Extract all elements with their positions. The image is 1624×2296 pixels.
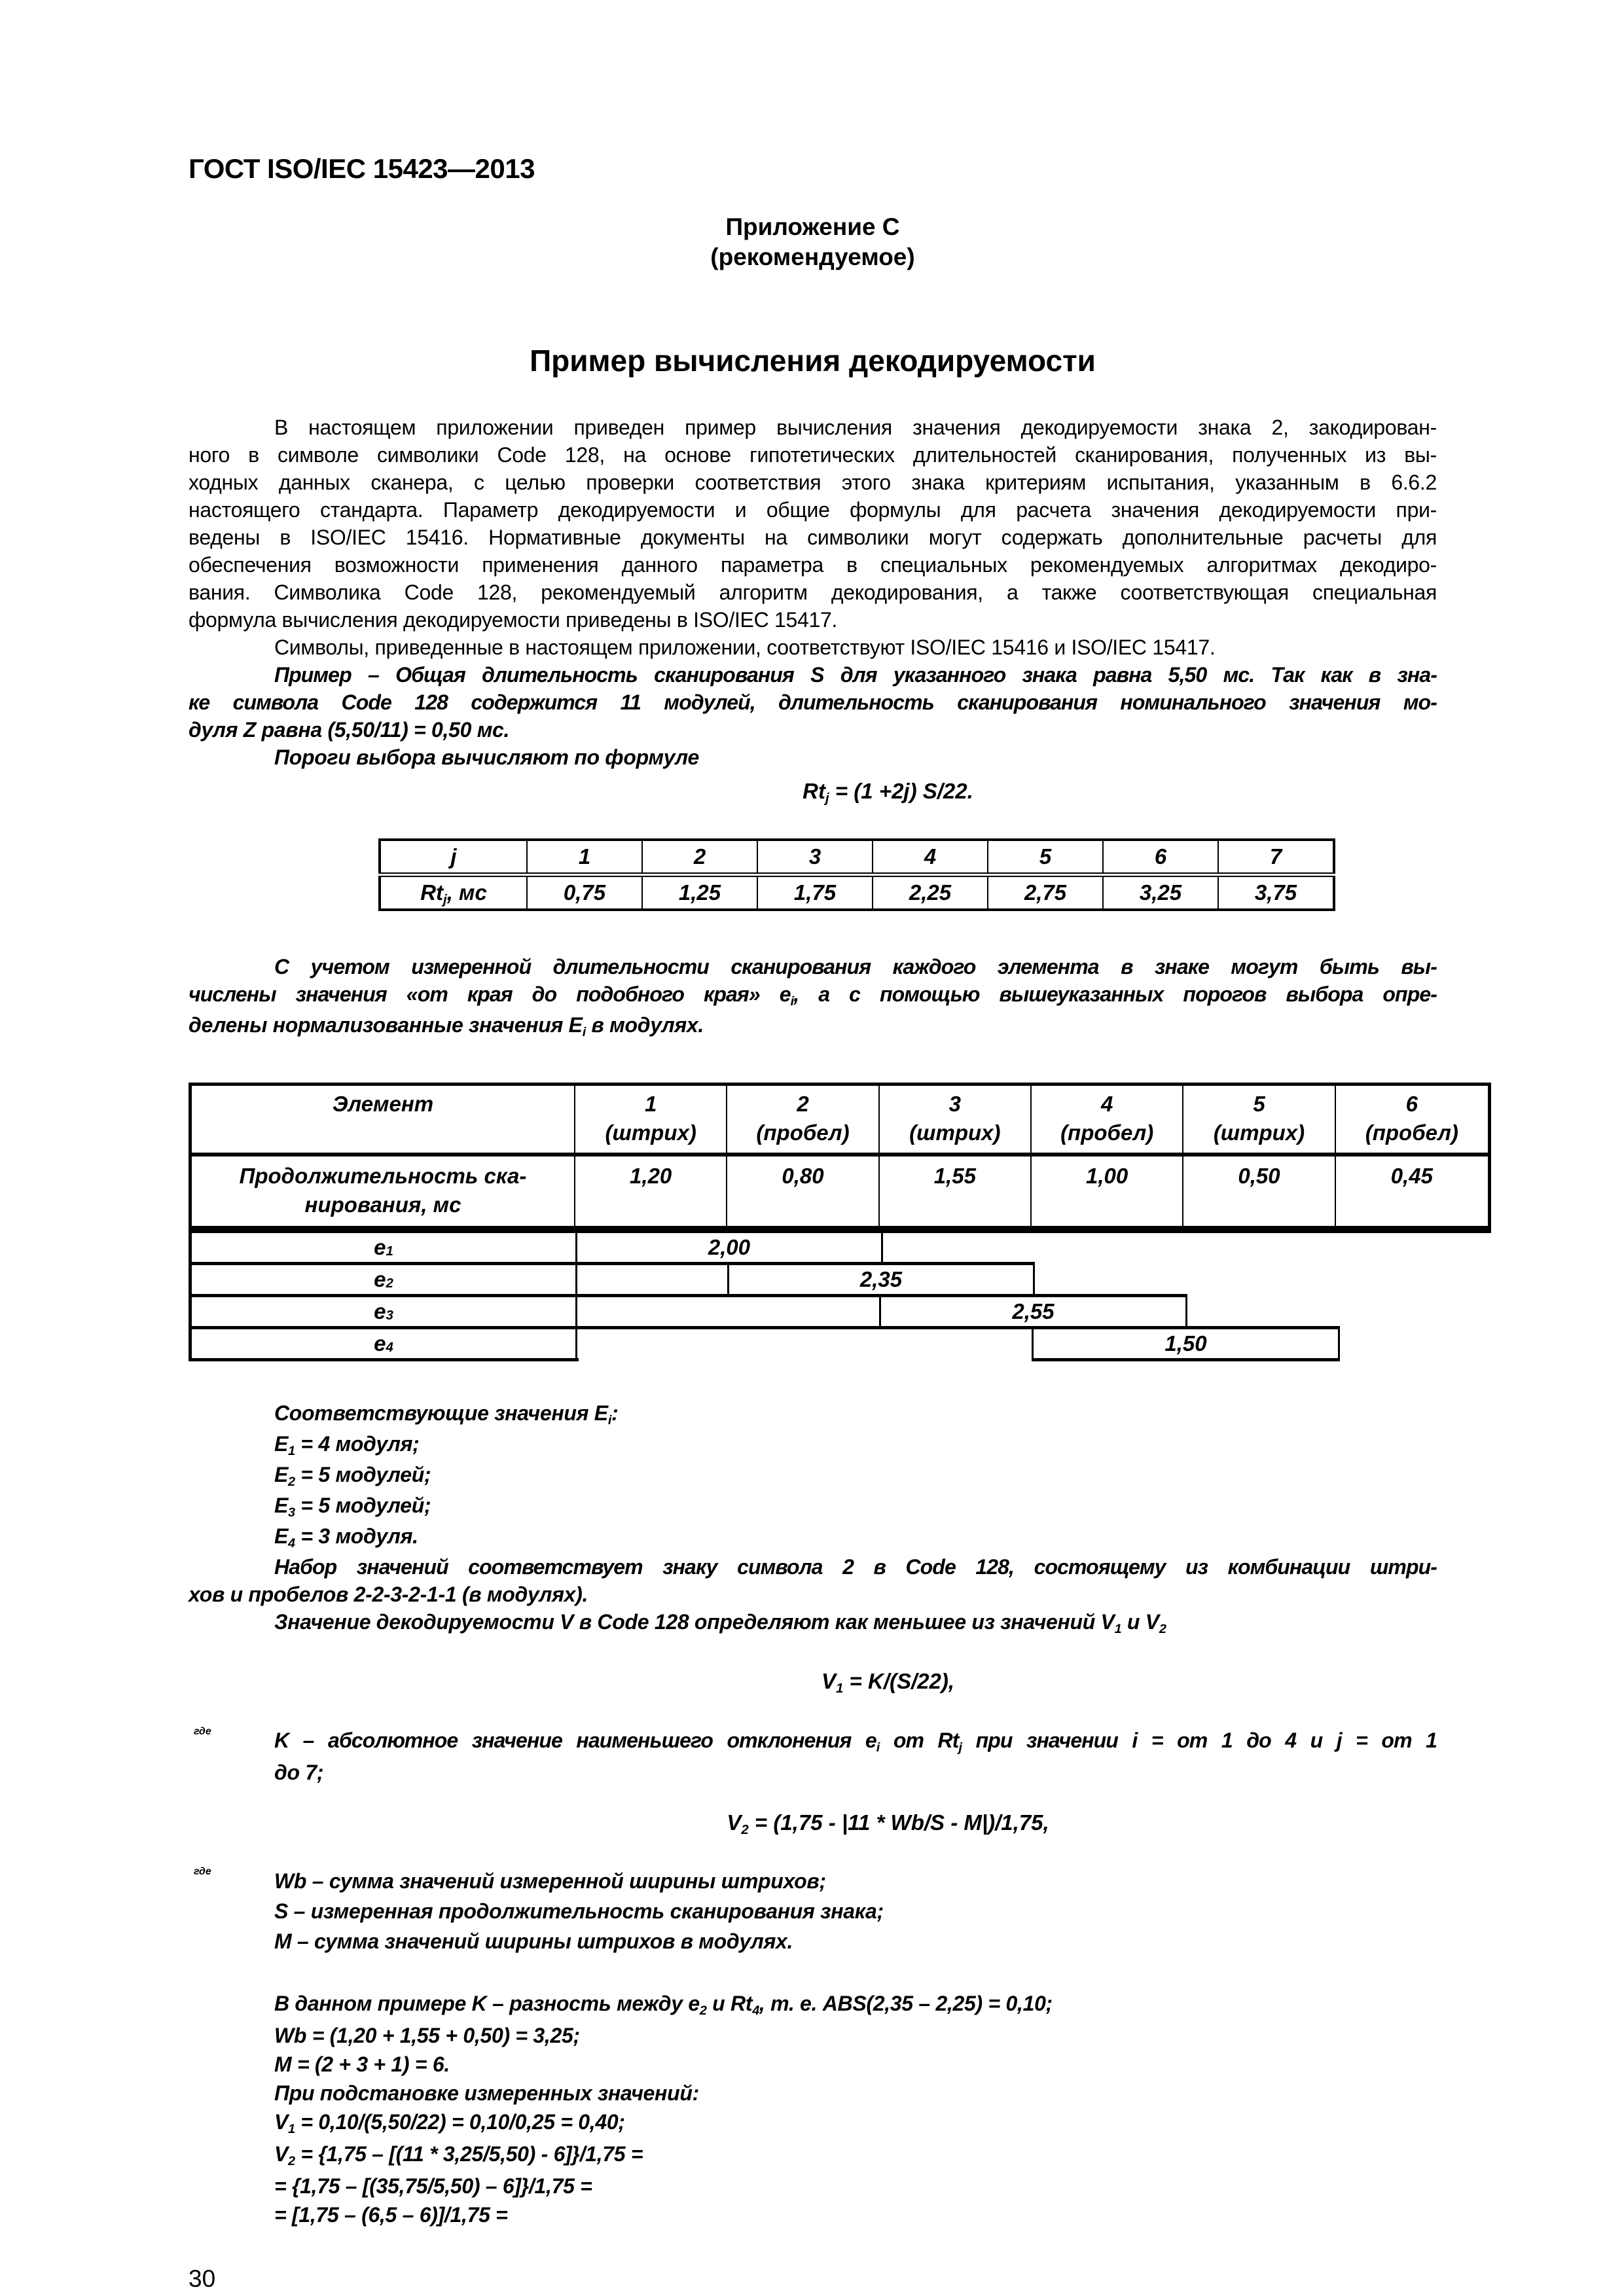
appendix-title: Пример вычисления декодируемости: [530, 344, 1096, 378]
duration-label-line: Продолжительность ска-: [239, 1164, 527, 1188]
duration-cell: 1,00: [1032, 1157, 1183, 1226]
paragraph-line: делены нормализованные значения $E_i$ в модулях.: [189, 1013, 704, 1039]
calc-line: Wb = (1,20 + 1,55 + 0,50) = 3,25;: [274, 2024, 580, 2047]
symbols-note-line: Символы, приведенные в настоящем приложении, соответствуют ISO/IEC 15416 и ISO/IEC 15417.: [274, 636, 1216, 659]
table-corner-cell: Элемент: [192, 1086, 575, 1153]
edge-label: e $_2$: [192, 1265, 577, 1294]
table-cell: 0,75: [527, 875, 642, 910]
element-type: (штрих): [1213, 1121, 1305, 1145]
ei-item: $E_1 = 4$ модуля;: [274, 1432, 420, 1458]
ei-lead-line: Соответствующие значения $E_i$:: [274, 1401, 619, 1427]
calc-line: $V_2 = \{1,75 - [(11 * 3,25/5,50) - 6]\}/1,75$ =: [274, 2142, 643, 2168]
duration-cell: 0,50: [1183, 1157, 1335, 1226]
v2-where-block: [189, 1866, 1437, 1956]
element-type: (штрих): [605, 1121, 696, 1145]
elements-table: [189, 1083, 1491, 1361]
paragraph-line: ке символа Code 128 содержится 11 модулей, длительность сканирования номинального значения мо-: [189, 691, 1437, 714]
table-header-cell: 5: [988, 840, 1103, 875]
table-row: [380, 875, 1334, 910]
edge-label: e $_3$: [192, 1297, 577, 1326]
element-number: 6: [1405, 1092, 1418, 1116]
page-number: 30: [189, 2265, 216, 2292]
v2-formula: $V_2 = (1,75 - |11 * Wb/S - M|)/1,75$,: [727, 1810, 1049, 1837]
rt-formula: $Rt_j = (1 +2j)$ S/22.: [803, 779, 973, 806]
v1-where-block: [189, 1726, 1437, 1787]
table-cell: 3,75: [1218, 875, 1334, 910]
paragraph-line: настоящего стандарта. Параметр декодируемости и общие формулы для расчета значения декодируемости при-: [189, 498, 1437, 522]
table-header-cell: 1: [527, 840, 642, 875]
elements-table-top: [189, 1083, 1491, 1233]
table-header-cell: 7: [1218, 840, 1334, 875]
edge-value-box: 2,00: [575, 1233, 883, 1262]
calc-line: = {1,75 – [(35,75/5,50) – 6]}/1,75 =: [274, 2174, 592, 2198]
example-paragraph: [189, 661, 1437, 771]
where-label: где: [194, 1866, 211, 1877]
where-definition-line: до 7;: [274, 1761, 324, 1784]
paragraph-line: ходных данных сканера, с целью проверки соответствия этого знака критериям испытания, указанным в 6.6.2: [189, 471, 1437, 494]
table-bottom-border: [192, 1358, 1491, 1361]
table-header-cell: 4: [873, 840, 988, 875]
table-row-label: $Rt_j$, мс: [380, 875, 527, 910]
paragraph-line: обеспечения возможности применения данного параметра в специальных рекомендуемых алгоритмах декодиро-: [189, 553, 1437, 577]
duration-row: [192, 1157, 1488, 1230]
where-row: [189, 1726, 1437, 1787]
edge-label: e $_4$: [192, 1329, 577, 1358]
edge-measurement-stairs: [189, 1233, 1491, 1361]
paragraph-line: хов и пробелов 2-2-3-2-1-1 (в модулях).: [189, 1583, 588, 1606]
bottom-border-segment: [189, 1358, 579, 1361]
table-header-cell: [1336, 1086, 1488, 1153]
table-cell: 1,75: [757, 875, 873, 910]
edge-value-box: 1,50: [1032, 1329, 1340, 1358]
where-row: [189, 1866, 1437, 1956]
edge-row: [192, 1297, 1491, 1326]
edge-paragraph: [189, 953, 1437, 1042]
paragraph-line: дуля Z равна (5,50/11) = 0,50 мс.: [189, 718, 510, 742]
appendix-label: Приложение С: [725, 213, 900, 240]
ei-values-block: [189, 1399, 1437, 1639]
duration-cell: 0,80: [727, 1157, 879, 1226]
element-type: (пробел): [1365, 1121, 1458, 1145]
table-row: [380, 840, 1334, 875]
paragraph-line: ведены в ISO/IEC 15416. Нормативные документы на символики могут содержать дополнительные расчеты для: [189, 526, 1437, 549]
element-number: 3: [948, 1092, 961, 1116]
ei-item: $E_3 = 5$ модулей;: [274, 1494, 431, 1520]
calc-line: M = (2 + 3 + 1) = 6.: [274, 2053, 450, 2076]
element-number: 2: [797, 1092, 809, 1116]
duration-cell: 1,55: [880, 1157, 1032, 1226]
table-header-cell: [727, 1086, 879, 1153]
paragraph-line: вания. Символика Code 128, рекомендуемый алгоритм декодирования, а также соответствующая специальная: [189, 581, 1437, 604]
thresholds-table: [378, 838, 1335, 911]
element-type: (штрих): [909, 1121, 1001, 1145]
bottom-border-segment: [1032, 1358, 1340, 1361]
intro-paragraph: [189, 414, 1437, 661]
paragraph-line: числены значения «от края до подобного края» $e_i$, а с помощью вышеуказанных порогов выбора опре-: [189, 982, 1437, 1009]
duration-cell: 1,20: [575, 1157, 727, 1226]
edge-value-box: 2,55: [879, 1297, 1187, 1326]
calc-line: При подстановке измеренных значений:: [274, 2081, 699, 2105]
edge-row: [192, 1265, 1491, 1294]
element-type: (пробел): [756, 1121, 850, 1145]
duration-label-line: нирования, мс: [304, 1193, 461, 1217]
v-definition-line: Значение декодируемости V в Code 128 определяют как меньшее из значений $V_1$ и $V_2$: [274, 1610, 1166, 1636]
table-cell: 1,25: [642, 875, 757, 910]
paragraph-line: Пример – Общая длительность сканирования S для указанного знака равна 5,50 мс. Так как в зна-: [274, 663, 1437, 687]
appendix-kind: (рекомендуемое): [710, 243, 915, 270]
element-type: (пробел): [1060, 1121, 1154, 1145]
table-cell: 2,75: [988, 875, 1103, 910]
edge-value-box: 2,35: [727, 1265, 1035, 1294]
paragraph-line: формула вычисления декодируемости приведены в ISO/IEC 15417.: [189, 608, 838, 632]
edge-label: e $_1$: [192, 1233, 577, 1262]
table-header-row: [192, 1086, 1488, 1157]
where-definition-line: M – сумма значений ширины штрихов в модулях.: [274, 1929, 793, 1953]
duration-row-label: [192, 1157, 575, 1226]
page-content: [189, 0, 1458, 2293]
table-cell: 2,25: [873, 875, 988, 910]
where-definition-line: K – абсолютное значение наименьшего отклонения $e_i$ от $Rt_j$ при значении i = от 1 до 4 и j = от 1: [274, 1729, 1437, 1755]
table-header-cell: 6: [1103, 840, 1218, 875]
where-definition-line: Wb – сумма значений измеренной ширины штрихов;: [274, 1869, 826, 1893]
edge-row: [192, 1329, 1491, 1358]
paragraph-line: С учетом измеренной длительности сканирования каждого элемента в знаке могут быть вы-: [274, 955, 1437, 978]
calc-line: $V_1 = 0,10/(5,50/22) = 0,10/0,25 = 0,40$;: [274, 2110, 625, 2136]
calc-line: = [1,75 – (6,5 – 6)]/1,75 =: [274, 2203, 508, 2227]
table-header-cell: j: [380, 840, 527, 875]
element-number: 5: [1253, 1092, 1265, 1116]
table-header-cell: [1183, 1086, 1335, 1153]
ei-item: $E_4 = 3$ модуля.: [274, 1524, 418, 1551]
table-header-cell: 3: [757, 840, 873, 875]
paragraph-line: В настоящем приложении приведен пример вычисления значения декодируемости знака 2, закодирован-: [274, 416, 1437, 439]
table-header-cell: [1032, 1086, 1183, 1153]
ei-item: $E_2 = 5$ модулей;: [274, 1463, 431, 1489]
edge-row: [192, 1233, 1491, 1262]
calc-line: В данном примере K – разность между $e_2$ и $Rt_4$, т. е. ABS(2,35 – 2,25) = 0,10;: [274, 1992, 1053, 2018]
v1-formula: $V_1 = K/(S/22)$,: [821, 1669, 955, 1696]
calculation-block: [189, 1989, 1437, 2229]
paragraph-line: ного в символе символики Code 128, на основе гипотетических длительностей сканирования, полученных из вы-: [189, 443, 1437, 467]
table-header-cell: [575, 1086, 727, 1153]
paragraph-line: Набор значений соответствует знаку символа 2 в Code 128, состоящему из комбинации штри-: [274, 1555, 1437, 1579]
element-number: 4: [1100, 1092, 1113, 1116]
where-label: где: [194, 1726, 211, 1737]
duration-cell: 0,45: [1390, 1164, 1433, 1188]
element-number: 1: [644, 1092, 657, 1116]
standard-number: ГОСТ ISO/IEC 15423—2013: [189, 153, 535, 184]
table-header-cell: 2: [642, 840, 757, 875]
where-definition-line: S – измеренная продолжительность сканирования знака;: [274, 1899, 884, 1923]
thresholds-lead-line: Пороги выбора вычисляют по формуле: [274, 745, 699, 769]
table-header-cell: [880, 1086, 1032, 1153]
table-cell: 3,25: [1103, 875, 1218, 910]
